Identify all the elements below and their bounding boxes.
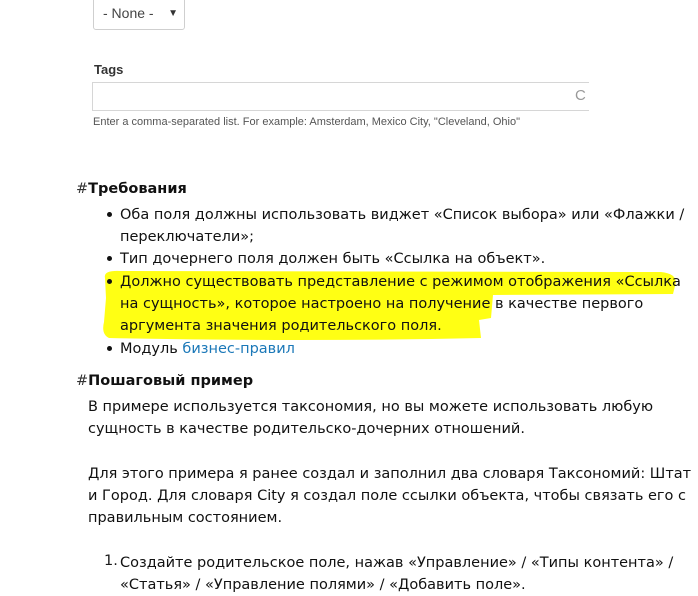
tags-label: Tags xyxy=(94,62,124,77)
parent-select[interactable] xyxy=(93,0,185,30)
step-line: «Статья» / «Управление полями» / «Добавить поле». xyxy=(120,577,526,593)
tags-help-text: Enter a comma-separated list. For example: Amsterdam, Mexico City, "Cleveland, Ohio" xyxy=(93,116,520,128)
module-prefix: Модуль xyxy=(120,341,183,357)
business-rules-link[interactable]: бизнес-правил xyxy=(182,341,295,357)
tags-input[interactable] xyxy=(92,82,589,111)
bullet xyxy=(107,256,112,261)
paragraph-line: Для этого примера я ранее создал и заполнил два словаря Таксономий: Штат xyxy=(88,466,692,482)
list-item-highlighted-cont: на сущность», которое настроено на получение в качестве первого xyxy=(120,296,644,312)
step-line: Создайте родительское поле, нажав «Управление» / «Типы контента» / xyxy=(120,555,674,571)
heading-anchor[interactable]: # xyxy=(76,373,89,389)
list-item: Тип дочернего поля должен быть «Ссылка на объект». xyxy=(120,251,546,267)
bullet xyxy=(107,346,112,351)
example-title: Пошаговый пример xyxy=(88,373,254,389)
paragraph-line: В примере используется таксономия, но вы можете использовать любую xyxy=(88,399,654,415)
list-item-module xyxy=(120,338,295,360)
paragraph-line: правильным состоянием. xyxy=(88,510,283,526)
requirements-title: Требования xyxy=(88,181,187,197)
example-heading xyxy=(76,373,253,389)
paragraph-line: и Город. Для словаря City я создал поле ссылки объекта, чтобы связать его с xyxy=(88,488,686,504)
chevron-down-icon: ▼ xyxy=(168,8,178,19)
list-item-highlighted-cont: аргумента значения родительского поля. xyxy=(120,318,442,334)
list-item-highlighted: Должно существовать представление с режимом отображения «Ссылка xyxy=(120,274,681,290)
heading-anchor[interactable]: # xyxy=(76,181,89,197)
step-number: 1. xyxy=(104,553,118,569)
select-value: - None - xyxy=(103,5,154,21)
list-item: Оба поля должны использовать виджет «Список выбора» или «Флажки / xyxy=(120,207,685,223)
bullet xyxy=(107,279,112,284)
bullet xyxy=(107,212,112,217)
autocomplete-throbber-icon: C xyxy=(575,87,586,104)
requirements-heading xyxy=(76,181,187,197)
list-item-cont: переключатели»; xyxy=(120,229,255,245)
paragraph-line: сущность в качестве родительско-дочерних отношений. xyxy=(88,421,525,437)
